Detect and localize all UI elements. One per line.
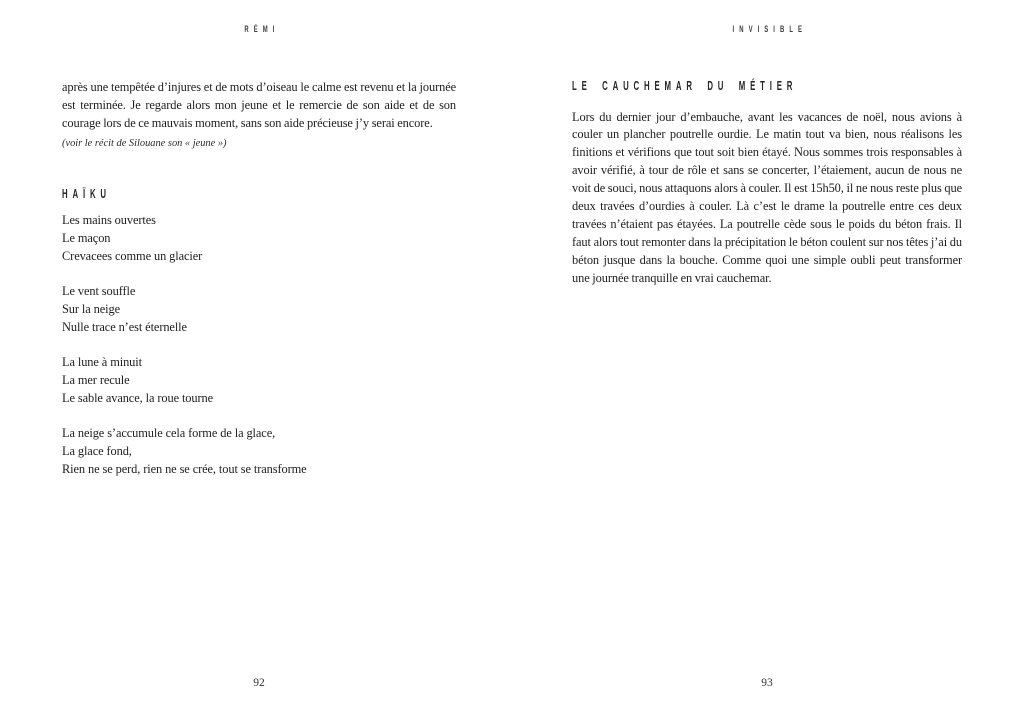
section-heading-haiku-label: HAÏKU — [62, 185, 111, 201]
haiku-line: Crevacees comme un glacier — [62, 248, 203, 263]
section-heading-haiku — [62, 187, 456, 200]
haiku-stanza — [62, 283, 456, 337]
page-number-right: 93 — [761, 677, 773, 689]
running-head-left — [62, 19, 456, 37]
haiku-line: Sur la neige — [62, 301, 120, 316]
haiku-stanza — [62, 354, 456, 408]
body-paragraph: après une tempêtée d’injures et de mots d’oiseau le calme est revenu et la journée est terminée. Je regarde alors mon jeune et le remercie de son aide et de son courage lors de ce mauvais moment, sans son aide précieuse j’y serai encore. — [62, 80, 456, 130]
right-page — [572, 79, 962, 288]
haiku-line: Rien ne se perd, rien ne se crée, tout se transforme — [62, 462, 307, 477]
section-heading-cauchemar — [572, 79, 962, 92]
body-paragraph: Lors du dernier jour d’embauche, avant les vacances de noël, nous avions à couler un plancher poutrelle ourdie. Le matin tout va bien, nous réalisons les finitions et vérifions que tout soit bien étayé. Nous sommes trois responsables à avoir vérifié, à tour de rôle et sans se concerter, l’étaiement, aucun de nous ne voit de souci, nous attaquons alors à couler. Il est 15h50, il ne nous reste plus que deux travées d’ourdies à couler. Là c’est le drame la poutrelle entre ces deux travées n’étaient pas étayées. La poutrelle cède sous le poids du béton frais. Il faut alors tout remonter dans la précipitation le béton coulent sur nos têtes j’ai du béton jusque dans la bouche. Comme quoi une simple oubli peut transformer une journée tranquille en vrai cauchemar. — [572, 109, 962, 285]
section-heading-cauchemar-label: LE CAUCHEMAR DU MÉTIER — [572, 78, 798, 93]
haiku-line: La mer recule — [62, 373, 130, 388]
haiku-line: Les mains ouvertes — [62, 212, 156, 227]
haiku-list — [62, 212, 456, 479]
haiku-line: Nulle trace n’est éternelle — [62, 319, 187, 334]
haiku-stanza — [62, 212, 456, 266]
haiku-stanza — [62, 425, 456, 479]
haiku-line: Le maçon — [62, 230, 111, 245]
haiku-line: Le vent souffle — [62, 283, 136, 298]
running-head-right — [572, 19, 962, 37]
left-page — [62, 79, 456, 497]
page-number-left: 92 — [253, 677, 265, 689]
haiku-line: La neige s’accumule cela forme de la glace, — [62, 426, 276, 441]
haiku-line: Le sable avance, la roue tourne — [62, 390, 214, 405]
haiku-line: La lune à minuit — [62, 355, 142, 370]
running-head-right-label: INVISIBLE — [732, 24, 807, 34]
record-reference-note: (voir le récit de Silouane son « jeune ») — [62, 137, 227, 149]
haiku-line: La glace fond, — [62, 444, 132, 459]
running-head-left-label: RÉMI — [243, 24, 280, 34]
